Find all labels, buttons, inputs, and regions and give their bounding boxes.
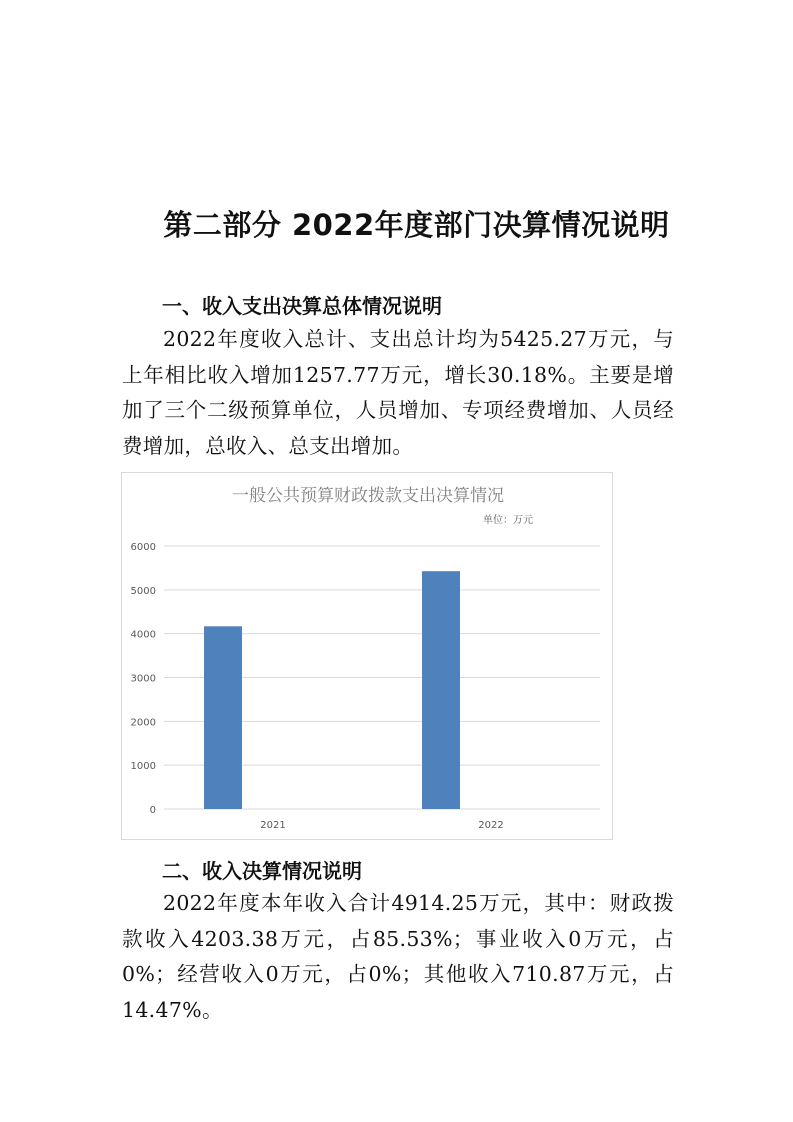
section-2-heading: 二、收入决算情况说明: [162, 859, 362, 883]
section-1-paragraph: 2022年度收入总计、支出总计均为5425.27万元，与上年相比收入增加1257.77万元，增长30.18%。主要是增加了三个二级预算单位，人员增加、专项经费增加、人员经费增加，总收入、总支出增加。: [122, 327, 674, 458]
y-tick-label: 1000: [130, 761, 156, 773]
bar-2022: [422, 571, 460, 809]
chart-title: 一般公共预算财政拨款支出决算情况: [232, 486, 504, 506]
section-2-paragraph: 2022年度本年收入合计4914.25万元，其中：财政拨款收入4203.38万元，占85.53%；事业收入0万元，占0%；经营收入0万元，占0%；其他收入710.87万元，占14.47%。: [122, 891, 674, 1022]
section-1-heading: 一、收入支出决算总体情况说明: [162, 294, 442, 318]
page-title: 第二部分 2022年度部门决算情况说明: [163, 208, 670, 242]
bar-2021: [204, 626, 242, 809]
y-tick-label: 3000: [130, 673, 156, 685]
bar-chart: [121, 472, 613, 840]
y-tick-label: 2000: [130, 717, 156, 729]
y-tick-label: 6000: [130, 542, 156, 553]
chart-canvas: [122, 473, 614, 841]
y-tick-label: 5000: [130, 585, 156, 597]
x-tick-label: 2022: [478, 820, 504, 831]
x-tick-label: 2021: [260, 820, 286, 831]
chart-unit-label: 单位：万元: [483, 515, 533, 526]
y-tick-label: 4000: [130, 629, 156, 641]
y-tick-label: 0: [149, 805, 156, 816]
